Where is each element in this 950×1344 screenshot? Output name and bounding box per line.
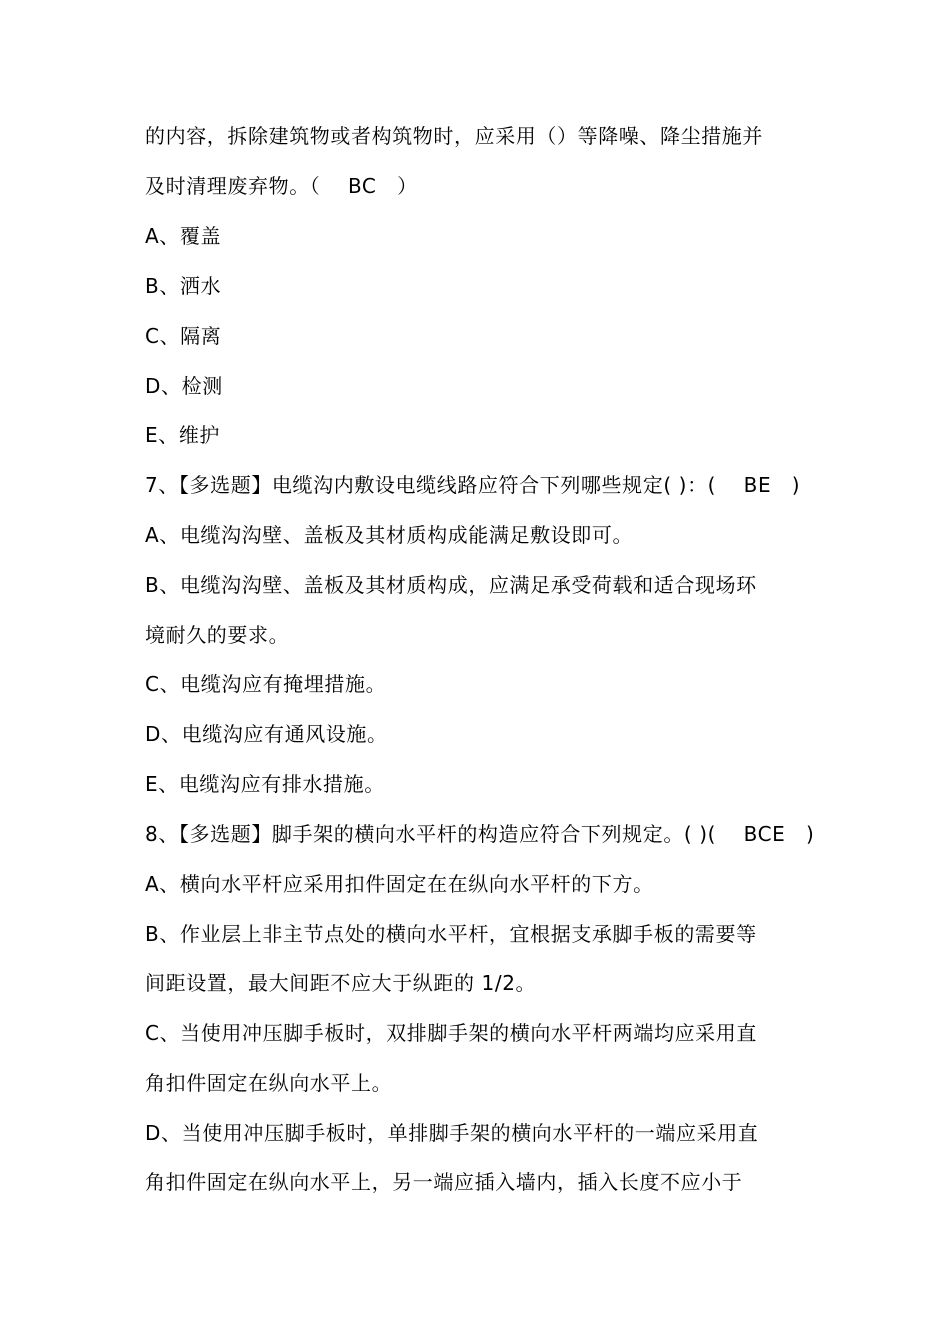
text-line: 的内容，拆除建筑物或者构筑物时，应采用（）等降噪、降尘措施并 — [145, 124, 763, 148]
question-line: 8、【多选题】脚手架的横向水平杆的构造应符合下列规定。( )( BCE ) — [145, 822, 815, 846]
option-line: C、电缆沟应有掩埋措施。 — [145, 672, 387, 696]
text-line: 境耐久的要求。 — [145, 623, 290, 647]
option-line: B、电缆沟沟壁、盖板及其材质构成，应满足承受荷载和适合现场环 — [145, 573, 757, 597]
option-line: A、电缆沟沟壁、盖板及其材质构成能满足敷设即可。 — [145, 523, 634, 547]
text-line: 及时清理废弃物。（ BC ） — [145, 174, 418, 198]
option-line: E、维护 — [145, 423, 221, 447]
option-line: C、当使用冲压脚手板时，双排脚手架的横向水平杆两端均应采用直 — [145, 1021, 757, 1045]
option-line: B、作业层上非主节点处的横向水平杆，宜根据支承脚手板的需要等 — [145, 922, 757, 946]
option-line: D、电缆沟应有通风设施。 — [145, 722, 388, 746]
option-line: A、横向水平杆应采用扣件固定在在纵向水平杆的下方。 — [145, 872, 654, 896]
text-line: 角扣件固定在纵向水平上，另一端应插入墙内，插入长度不应小于 — [145, 1170, 743, 1194]
text-line: 间距设置，最大间距不应大于纵距的 1/2。 — [145, 971, 537, 995]
question-line: 7、【多选题】电缆沟内敷设电缆线路应符合下列哪些规定( )：( BE ) — [145, 473, 801, 497]
option-line: B、洒水 — [145, 274, 222, 298]
option-line: D、当使用冲压脚手板时，单排脚手架的横向水平杆的一端应采用直 — [145, 1121, 759, 1145]
option-line: A、覆盖 — [145, 224, 222, 248]
option-line: D、检测 — [145, 374, 223, 398]
option-line: C、隔离 — [145, 324, 222, 348]
option-line: E、电缆沟应有排水措施。 — [145, 772, 385, 796]
text-line: 角扣件固定在纵向水平上。 — [145, 1071, 393, 1095]
